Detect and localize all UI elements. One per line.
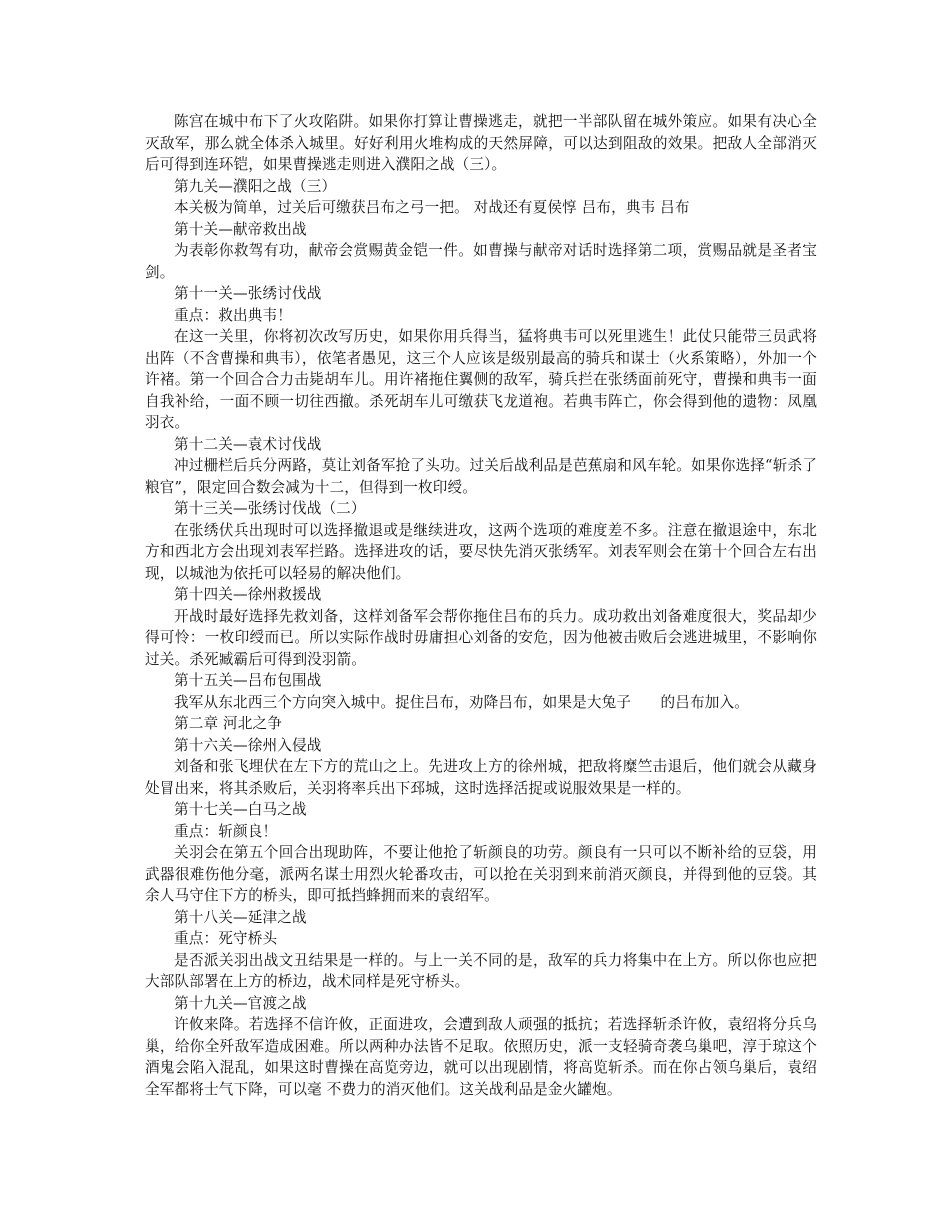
body-paragraph: 在张绣伏兵出现时可以选择撤退或是继续进攻，这两个选项的难度差不多。注意在撤退途中，东北方和西北方会出现刘表军拦路。选择进攻的话，要尽快先消灭张绣军。刘表军则会在第十个回合左右出现，以城池为依托可以轻易的解决他们。: [145, 521, 817, 582]
section-heading: 第十八关—延津之战: [174, 908, 307, 926]
body-paragraph: 我军从东北西三个方向突入城中。捉住吕布，劝降吕布，如果是大兔子 的吕布加入。: [174, 693, 750, 711]
section-heading: 第十二关—袁术讨伐战: [174, 435, 322, 453]
body-paragraph: 关羽会在第五个回合出现助阵，不要让他抢了斩颜良的功劳。颜良有一只可以不断补给的豆袋，用武器很难伤他分毫，派两名谋士用烈火轮番攻击，可以抢在关羽到来前消灭颜良，并得到他的豆袋。其余人马守住下方的桥头，即可抵挡蜂拥而来的袁绍军。: [145, 844, 817, 904]
body-paragraph: 陈宫在城中布下了火攻陷阱。如果你打算让曹操逃走，就把一半部队留在城外策应。如果有决心全灭敌军，那么就全体杀入城里。好好利用火堆构成的天然屏障，可以达到阻敌的效果。把敌人全部消灭后可得到连环铠，如果曹操逃走则进入濮阳之战（三）。: [145, 113, 817, 173]
chapter-heading: 第二章 河北之争: [174, 715, 282, 732]
section-heading: 第十七关—白马之战: [174, 801, 307, 818]
section-heading: 第十九关—官渡之战: [174, 994, 307, 1012]
body-paragraph: 开战时最好选择先救刘备，这样刘备军会帮你拖住吕布的兵力。成功救出刘备难度很大，奖品却少得可怜：一枚印绶而已。所以实际作战时毋庸担心刘备的安危，因为他被击败后会逃进城里，不影响你过关。杀死臧霸后可得到没羽箭。: [145, 607, 817, 668]
body-paragraph: 是否派关羽出战文丑结果是一样的。与上一关不同的是，敌军的兵力将集中在上方。所以你也应把大部队部署在上方的桥边，战术同样是死守桥头。: [145, 951, 817, 990]
section-heading: 第十四关—徐州救援战: [174, 586, 322, 603]
body-paragraph: 本关极为简单，过关后可缴获吕布之弓一把。 对战还有夏侯惇 吕布，典韦 吕布: [174, 199, 690, 216]
section-heading: 第十五关—吕布包围战: [174, 672, 322, 689]
key-point: 重点：斩颜良！: [174, 822, 278, 840]
body-paragraph: 在这一关里，你将初次改写历史，如果你用兵得当，猛将典韦可以死里逃生！此仗只能带三员武将出阵（不含曹操和典韦），依笔者愚见，这三个人应该是级别最高的骑兵和谋士（火系策略），外加一个许褚。第一个回合合力击毙胡车儿。用许褚拖住翼侧的敌军，骑兵拦在张绣面前死守，曹操和典韦一面自我补给，一面不顾一切往西撤。杀死胡车儿可缴获飞龙道袍。若典韦阵亡，你会得到他的遗物：凤凰羽衣。: [145, 328, 817, 431]
body-paragraph: 为表彰你救驾有功，献帝会赏赐黄金铠一件。如曹操与献帝对话时选择第二项，赏赐品就是圣者宝剑。: [145, 242, 817, 281]
document-body: [145, 111, 817, 1100]
body-paragraph: 刘备和张飞埋伏在左下方的荒山之上。先进攻上方的徐州城，把敌将糜竺击退后，他们就会从藏身处冒出来，将其杀败后，关羽将率兵出下邳城，这时选择活捉或说服效果是一样的。: [145, 758, 817, 797]
body-paragraph: 许攸来降。若选择不信许攸，正面进攻，会遭到敌人顽强的抵抗；若选择斩杀许攸，袁绍将分兵乌巢，给你全歼敌军造成困难。所以两种办法皆不足取。依照历史，派一支轻骑奇袭乌巢吧，淳于琼这个酒鬼会陷入混乱，如果这时曹操在高览旁边，就可以出现剧情，将高览斩杀。而在你占领乌巢后，袁绍全军都将士气下降，可以毫 不费力的消灭他们。这关战利品是金火罐炮。: [145, 1016, 817, 1098]
section-heading: 第十关—献帝救出战: [174, 220, 307, 238]
section-heading: 第十三关—张绣讨伐战（二）: [174, 500, 366, 517]
key-point: 重点：救出典韦！: [174, 306, 292, 324]
section-heading: 第九关—濮阳之战（三）: [174, 177, 337, 195]
section-heading: 第十一关—张绣讨伐战: [174, 285, 322, 302]
body-paragraph: 冲过栅栏后兵分两路，莫让刘备军抢了头功。过关后战利品是芭蕉扇和风车轮。如果你选择“斩杀了粮官”，限定回合数会减为十二，但得到一枚印绶。: [145, 457, 817, 496]
key-point: 重点：死守桥头: [174, 930, 278, 947]
section-heading: 第十六关—徐州入侵战: [174, 736, 322, 754]
